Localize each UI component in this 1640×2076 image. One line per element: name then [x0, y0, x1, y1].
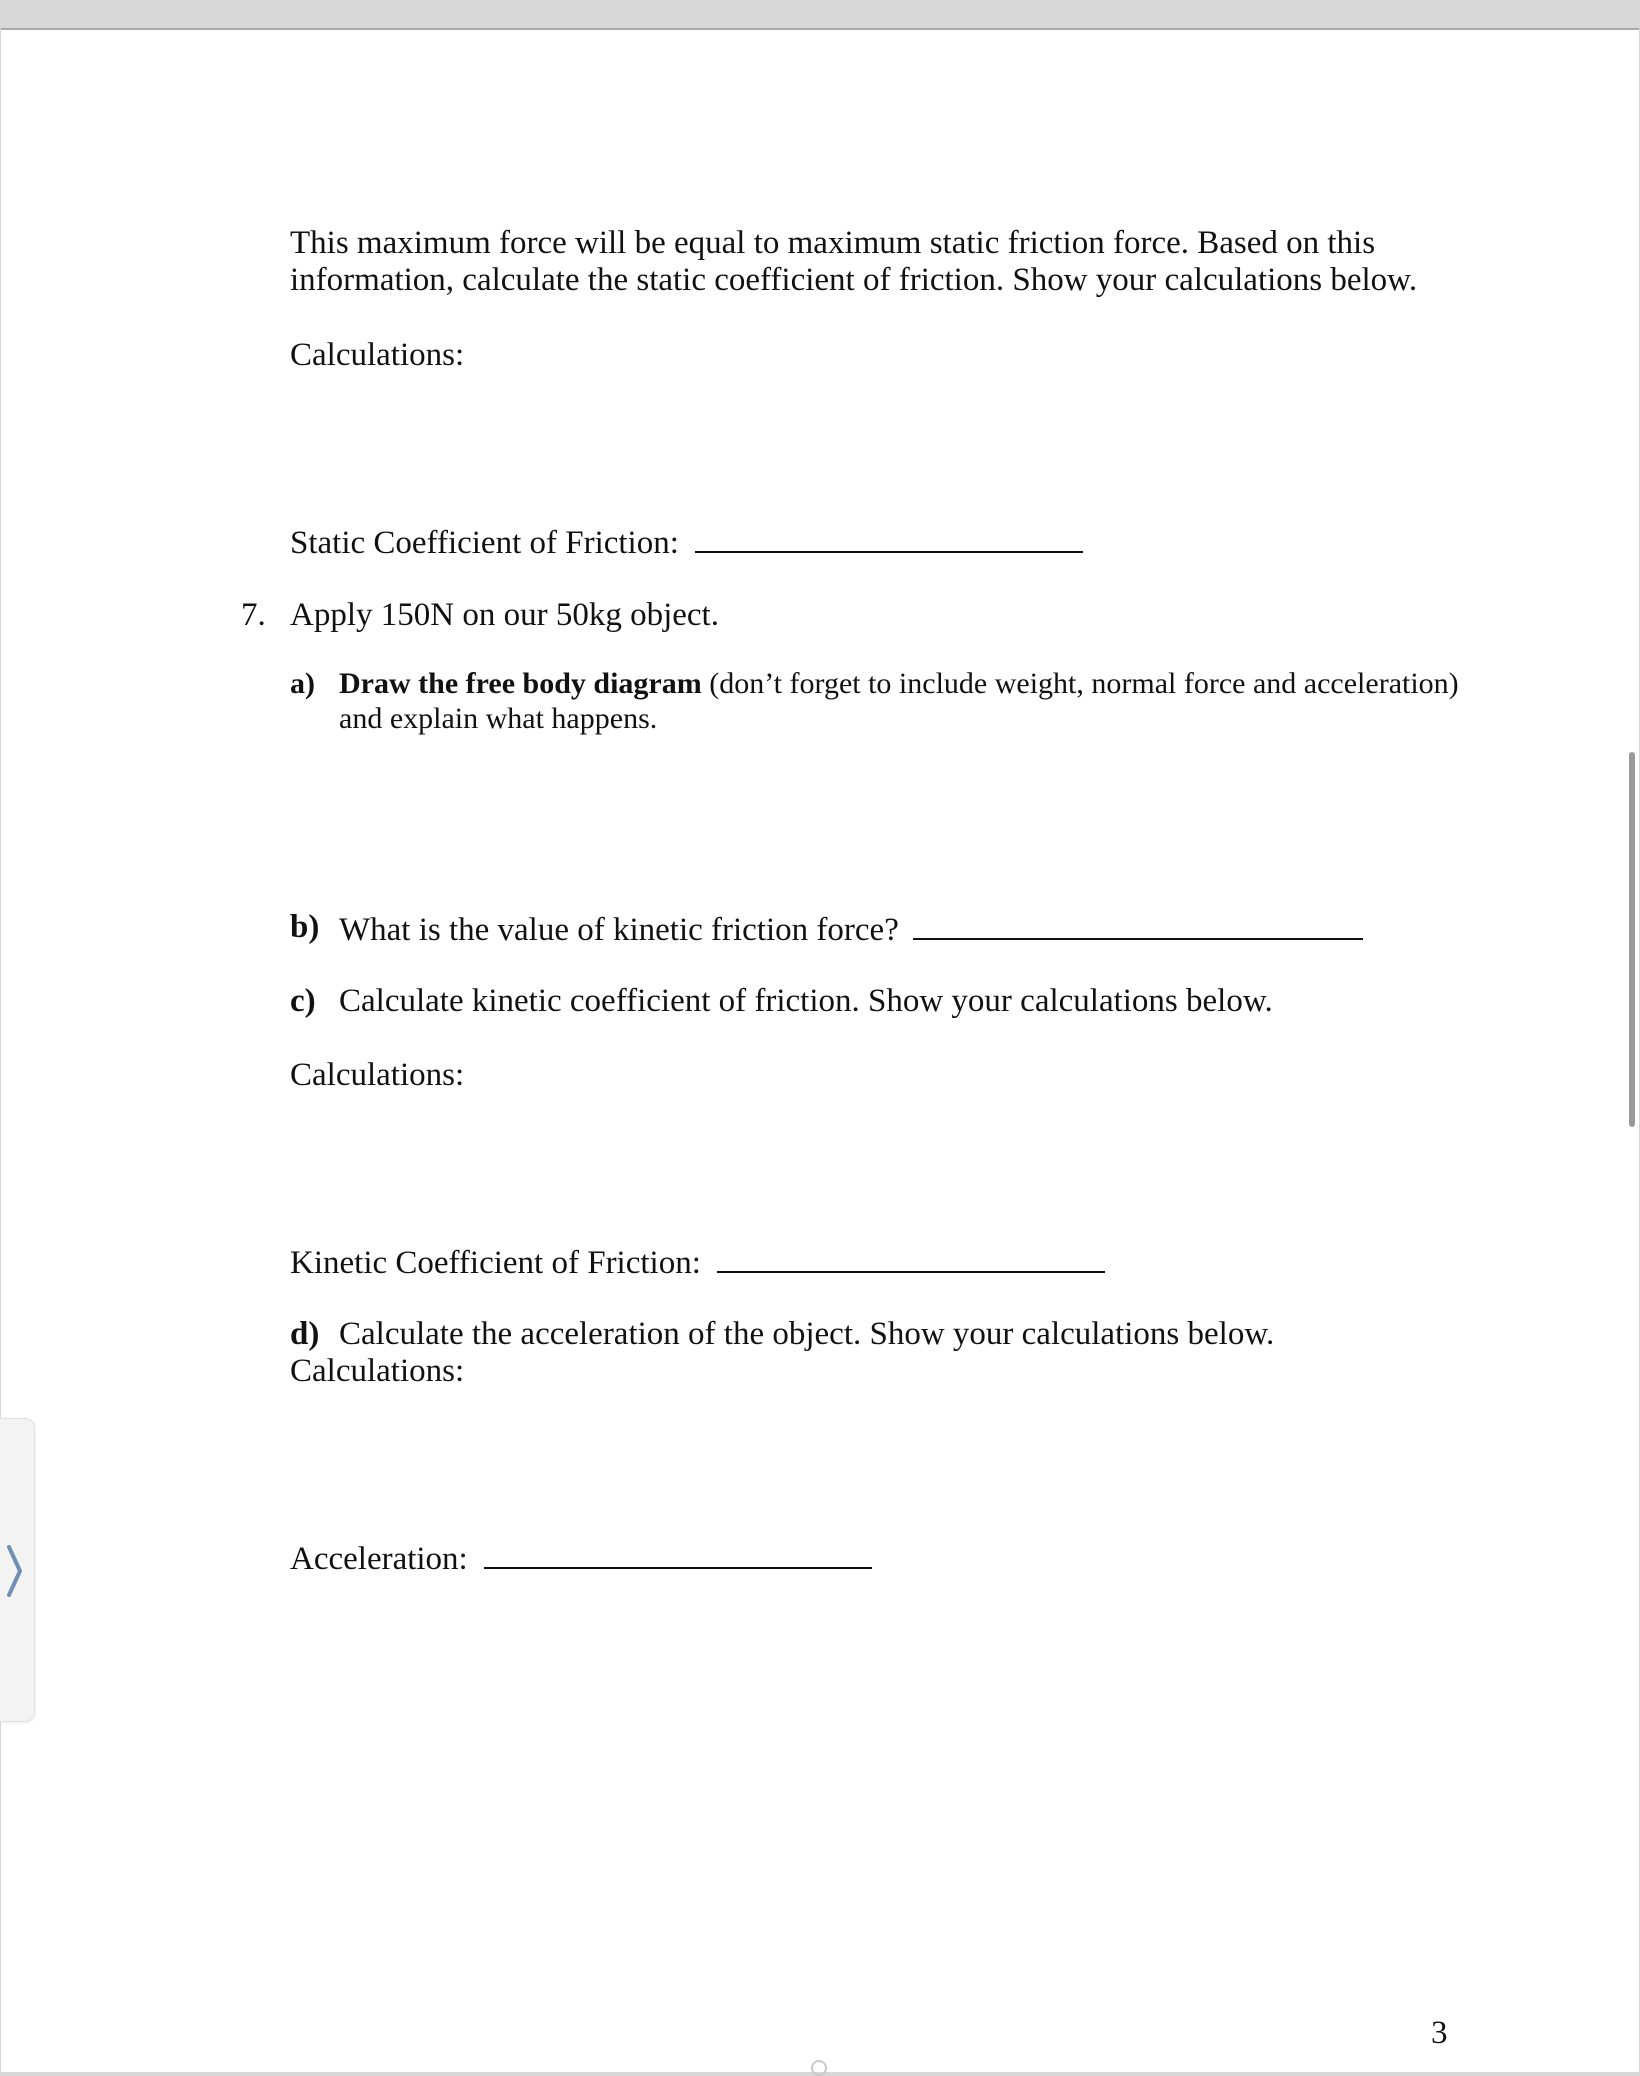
question-7-text: Apply 150N on our 50kg object.: [290, 597, 719, 633]
kinetic-coefficient-row: [290, 1241, 1105, 1282]
part-b-marker: b): [290, 909, 320, 945]
static-coefficient-label: Static Coefficient of Friction:: [290, 525, 679, 561]
document-page: [1, 28, 1639, 2072]
calculations-label-1: Calculations:: [290, 337, 465, 373]
part-a-line-2: and explain what happens.: [339, 702, 658, 735]
acceleration-row: [290, 1537, 872, 1578]
vertical-scrollbar[interactable]: [1629, 752, 1635, 1127]
kinetic-coefficient-label: Kinetic Coefficient of Friction:: [290, 1245, 701, 1281]
calculations-label-2: Calculations:: [290, 1057, 465, 1093]
intro-line-2: information, calculate the static coefficient of friction. Show your calculations below.: [290, 262, 1418, 298]
part-a-line-1: [339, 666, 1459, 701]
part-b-text: What is the value of kinetic friction force?: [339, 912, 899, 948]
sidebar-toggle-button[interactable]: [0, 1418, 35, 1722]
kinetic-coefficient-blank[interactable]: [717, 1241, 1105, 1273]
part-a-marker: a): [290, 667, 315, 700]
calculations-label-3: Calculations:: [290, 1353, 465, 1389]
chevron-right-icon: [4, 1543, 26, 1599]
acceleration-label: Acceleration:: [290, 1541, 468, 1577]
part-c-marker: c): [290, 983, 316, 1019]
part-d-text: Calculate the acceleration of the object. Show your calculations below.: [339, 1316, 1275, 1352]
static-coefficient-row: [290, 521, 1083, 562]
question-7-number: 7.: [241, 597, 266, 633]
part-a-rest-text: (don’t forget to include weight, normal force and acceleration): [709, 667, 1459, 700]
kinetic-friction-force-blank[interactable]: [913, 908, 1363, 940]
part-b-row: [339, 908, 1363, 949]
page-indicator-dot: [811, 2060, 827, 2076]
part-d-marker: d): [290, 1316, 320, 1352]
page-number: 3: [1431, 2015, 1448, 2051]
acceleration-blank[interactable]: [484, 1537, 872, 1569]
static-coefficient-blank[interactable]: [695, 521, 1083, 553]
intro-line-1: This maximum force will be equal to maximum static friction force. Based on this: [290, 225, 1376, 261]
part-c-text: Calculate kinetic coefficient of friction. Show your calculations below.: [339, 983, 1273, 1019]
part-a-bold-text: Draw the free body diagram: [339, 667, 702, 700]
